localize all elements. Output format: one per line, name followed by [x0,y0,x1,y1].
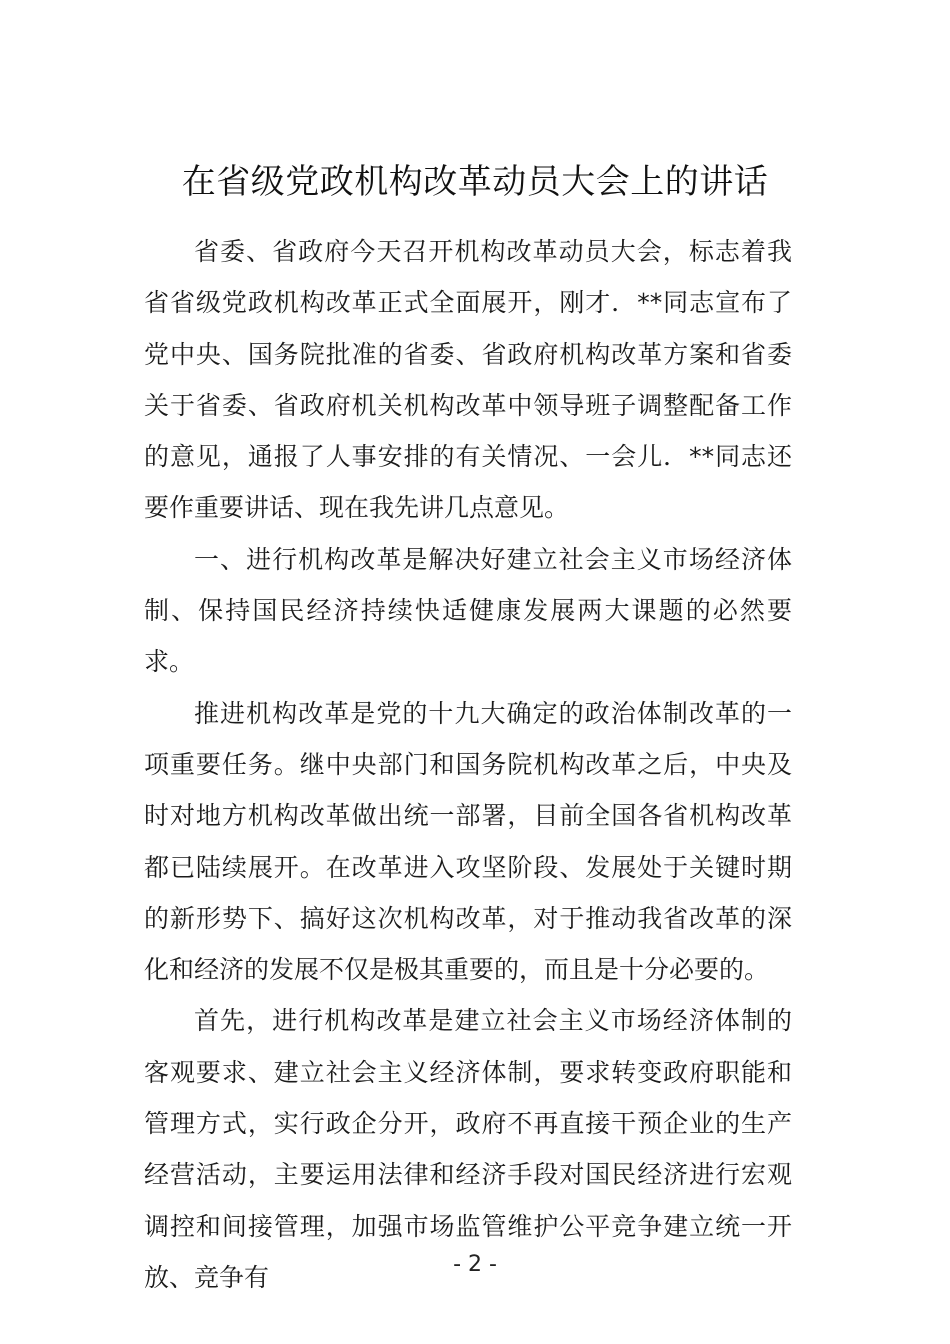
paragraph-section-heading: 一、进行机构改革是解决好建立社会主义市场经济体制、保持国民经济持续快适健康发展两大课题的必然要求。 [144,544,792,677]
document-body [144,226,792,1303]
document-title: 在省级党政机构改革动员大会上的讲话 [181,162,769,202]
page-number: - 2 - [453,1252,497,1277]
paragraph-first-point: 首先，进行机构改革是建立社会主义市场经济体制的客观要求、建立社会主义经济体制，要求转变政府职能和管理方式，实行政企分开，政府不再直接干预企业的生产经营活动，主要运用法律和经济手段对国民经济进行宏观调控和间接管理，加强市场监管维护公平竞争建立统一开放、竞争有 [144,1006,792,1292]
paragraph-reform-task: 推进机构改革是党的十九大确定的政治体制改革的一项重要任务。继中央部门和国务院机构改革之后，中央及时对地方机构改革做出统一部署，目前全国各省机构改革都已陆续展开。在改革进入攻坚阶段、发展处于关键时期的新形势下、搞好这次机构改革，对于推动我省改革的深化和经济的发展不仅是极其重要的，而且是十分必要的。 [144,698,792,985]
paragraph-intro: 省委、省政府今天召开机构改革动员大会，标志着我省省级党政机构改革正式全面展开，刚才．**同志宣布了党中央、国务院批准的省委、省政府机构改革方案和省委关于省委、省政府机关机构改革中领导班子调整配备工作的意见，通报了人事安排的有关情况、一会儿．**同志还要作重要讲话、现在我先讲几点意见。 [144,237,792,523]
